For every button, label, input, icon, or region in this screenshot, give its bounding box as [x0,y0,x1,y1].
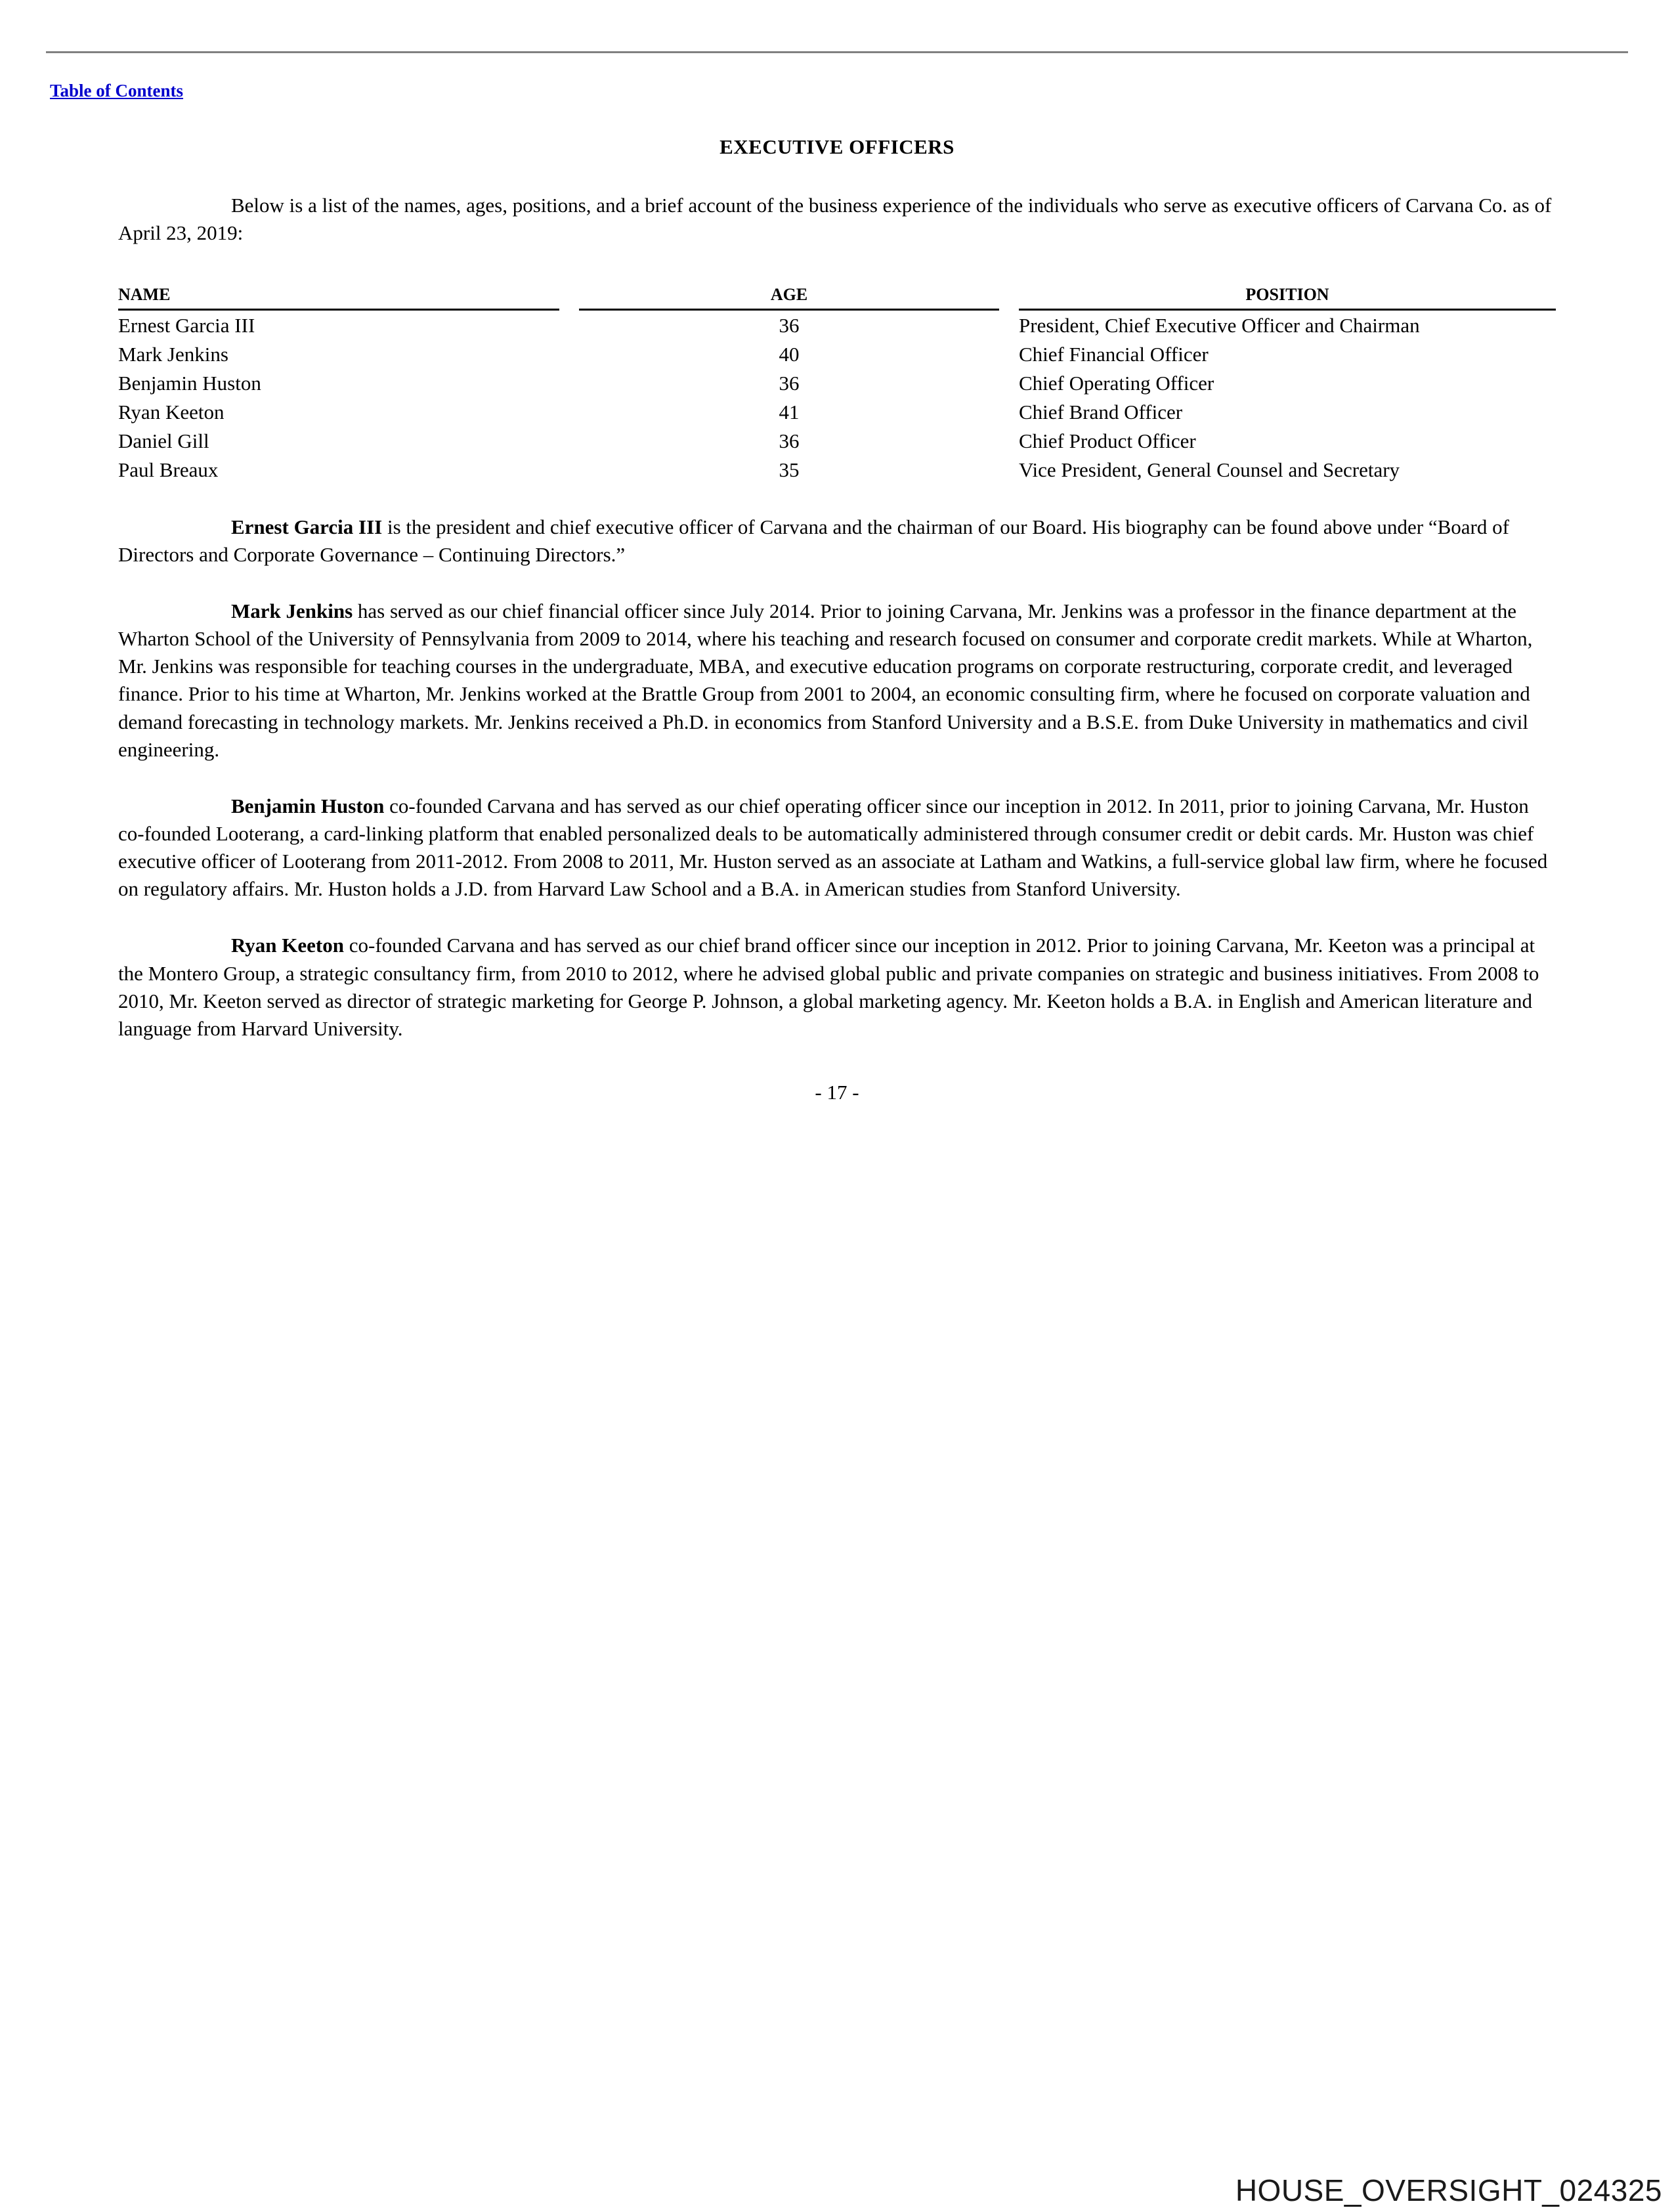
officer-age: 36 [779,313,800,337]
page-content [118,135,1556,1104]
bio-lead-name: Mark Jenkins [231,599,353,622]
bio-paragraph-garcia [118,513,1556,569]
bio-paragraph-huston [118,792,1556,903]
bio-lead-name: Ernest Garcia III [231,515,383,538]
officer-name: Daniel Gill [118,429,209,453]
officer-name: Paul Breaux [118,458,219,482]
bio-lead-name: Benjamin Huston [231,794,385,817]
page-number: - 17 - [815,1081,859,1104]
officer-position: Vice President, General Counsel and Secretary [1019,458,1400,482]
bio-text: is the president and chief executive officer of Carvana and the chairman of our Board. His biography can be found above under “Board of Directors and Corporate Governance – Continuing Directors.” [118,515,1509,566]
officer-name: Ernest Garcia III [118,313,255,337]
officer-age: 40 [779,342,800,366]
bio-text: has served as our chief financial officer since July 2014. Prior to joining Carvana, Mr. Jenkins was a professor in the finance department at the Wharton School of the University of Pennsylvania from 2009 to 2014, where his teaching and research focused on consumer and corporate credit markets. While at Wharton, Mr. Jenkins was responsible for teaching courses in the undergraduate, MBA, and executive education programs on corporate restructuring, corporate credit, and leveraged finance. Prior to his time at Wharton, Mr. Jenkins worked at the Brattle Group from 2001 to 2004, an economic consulting firm, where he focused on corporate valuation and demand forecasting in technology markets. Mr. Jenkins received a Ph.D. in economics from Stanford University and a B.S.E. from Duke University in mathematics and civil engineering. [118,599,1533,761]
officer-name: Mark Jenkins [118,342,228,366]
officer-name: Ryan Keeton [118,401,225,424]
officer-age: 35 [779,458,800,482]
officers-table [118,283,1556,484]
column-header-position: POSITION [1019,283,1556,310]
officer-position: Chief Operating Officer [1019,371,1214,395]
bio-paragraph-keeton [118,932,1556,1043]
officer-age: 41 [779,401,800,424]
officer-position: President, Chief Executive Officer and Chairman [1019,313,1420,337]
officer-position: Chief Brand Officer [1019,401,1183,424]
bio-text: co-founded Carvana and has served as our chief operating officer since our inception in 2012. In 2011, prior to joining Carvana, Mr. Huston co-founded Looterang, a card-linking platform that enabled personalized deals to be automatically administered through consumer credit or debit cards. Mr. Huston was chief executive officer of Looterang from 2011-2012. From 2008 to 2011, Mr. Huston served as an associate at Latham and Watkins, a full-service global law firm, where he focused on regulatory affairs. Mr. Huston holds a J.D. from Harvard Law School and a B.A. in American studies from Stanford University. [118,794,1548,901]
table-of-contents-link[interactable]: Table of Contents [50,81,184,100]
bates-stamp: HOUSE_OVERSIGHT_024325 [1235,2173,1662,2207]
intro-paragraph: Below is a list of the names, ages, positions, and a brief account of the business experience of the individuals who serve as executive officers of Carvana Co. as of April 23, 2019: [118,194,1552,245]
officer-position: Chief Financial Officer [1019,342,1209,366]
column-header-age: AGE [579,283,999,310]
bio-text: co-founded Carvana and has served as our chief brand officer since our inception in 2012. Prior to joining Carvana, Mr. Keeton was a principal at the Montero Group, a strategic consultancy firm, from 2010 to 2012, where he advised global public and private companies on strategic and business initiatives. From 2008 to 2010, Mr. Keeton served as director of strategic marketing for George P. Johnson, a global marketing agency. Mr. Keeton holds a B.A. in English and American literature and language from Harvard University. [118,934,1539,1040]
officer-age: 36 [779,371,800,395]
top-divider [46,51,1628,53]
officer-position: Chief Product Officer [1019,429,1196,453]
bio-paragraph-jenkins [118,597,1556,764]
bio-lead-name: Ryan Keeton [231,934,344,957]
officer-name: Benjamin Huston [118,371,261,395]
officer-age: 36 [779,429,800,453]
column-header-name: NAME [118,283,559,310]
page-title: EXECUTIVE OFFICERS [719,135,955,158]
